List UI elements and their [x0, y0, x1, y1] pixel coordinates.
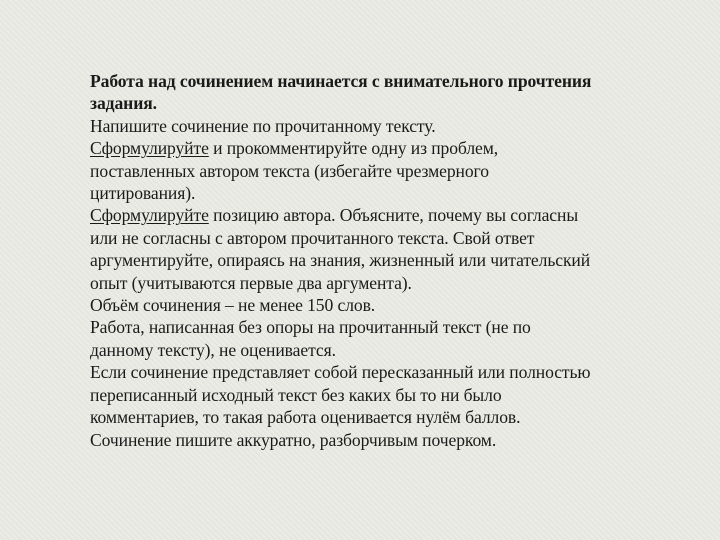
instruction-author-position-line-2: или не согласны с автором прочитанного текста. Свой ответ: [90, 227, 535, 248]
instruction-handwriting: Сочинение пишите аккуратно, разборчивым почерком.: [90, 429, 497, 450]
instruction-retelling-line-2: переписанный исходный текст без каких бы то ни было: [90, 384, 502, 405]
heading-line-2: задания.: [90, 93, 157, 114]
instruction-no-support-line-2: данному тексту), не оценивается.: [90, 339, 336, 360]
instruction-retelling-line-3: комментариев, то такая работа оценивается нулём баллов.: [90, 407, 521, 428]
instruction-formulate-problem-line-3: цитирования).: [90, 183, 196, 204]
instruction-no-support-line-1: Работа, написанная без опоры на прочитанный текст (не по: [90, 317, 531, 338]
heading-line-1: Работа над сочинением начинается с внимательного прочтения: [90, 71, 592, 91]
formulate-problem-rest: и прокомментируйте одну из проблем,: [208, 138, 499, 159]
instruction-write-essay: Напишите сочинение по прочитанному тексту.: [90, 115, 436, 136]
instruction-retelling-line-1: Если сочинение представляет собой пересказанный или полностью: [90, 362, 591, 383]
instruction-formulate-problem-line-1: [90, 137, 680, 159]
formulate-underlined-2: Сформулируйте: [90, 205, 209, 226]
instruction-author-position-line-1: [90, 204, 680, 226]
instruction-formulate-problem-line-2: поставленных автором текста (избегайте чрезмерного: [90, 160, 489, 181]
instruction-word-count: Объём сочинения – не менее 150 слов.: [90, 295, 376, 316]
instruction-author-position-line-4: опыт (учитываются первые два аргумента).: [90, 272, 412, 293]
formulate-underlined: Сформулируйте: [90, 138, 209, 159]
task-instructions: [90, 70, 680, 451]
instruction-author-position-line-3: аргументируйте, опираясь на знания, жизненный или читательский: [90, 250, 591, 271]
author-position-rest: позицию автора. Объясните, почему вы согласны: [208, 205, 579, 226]
